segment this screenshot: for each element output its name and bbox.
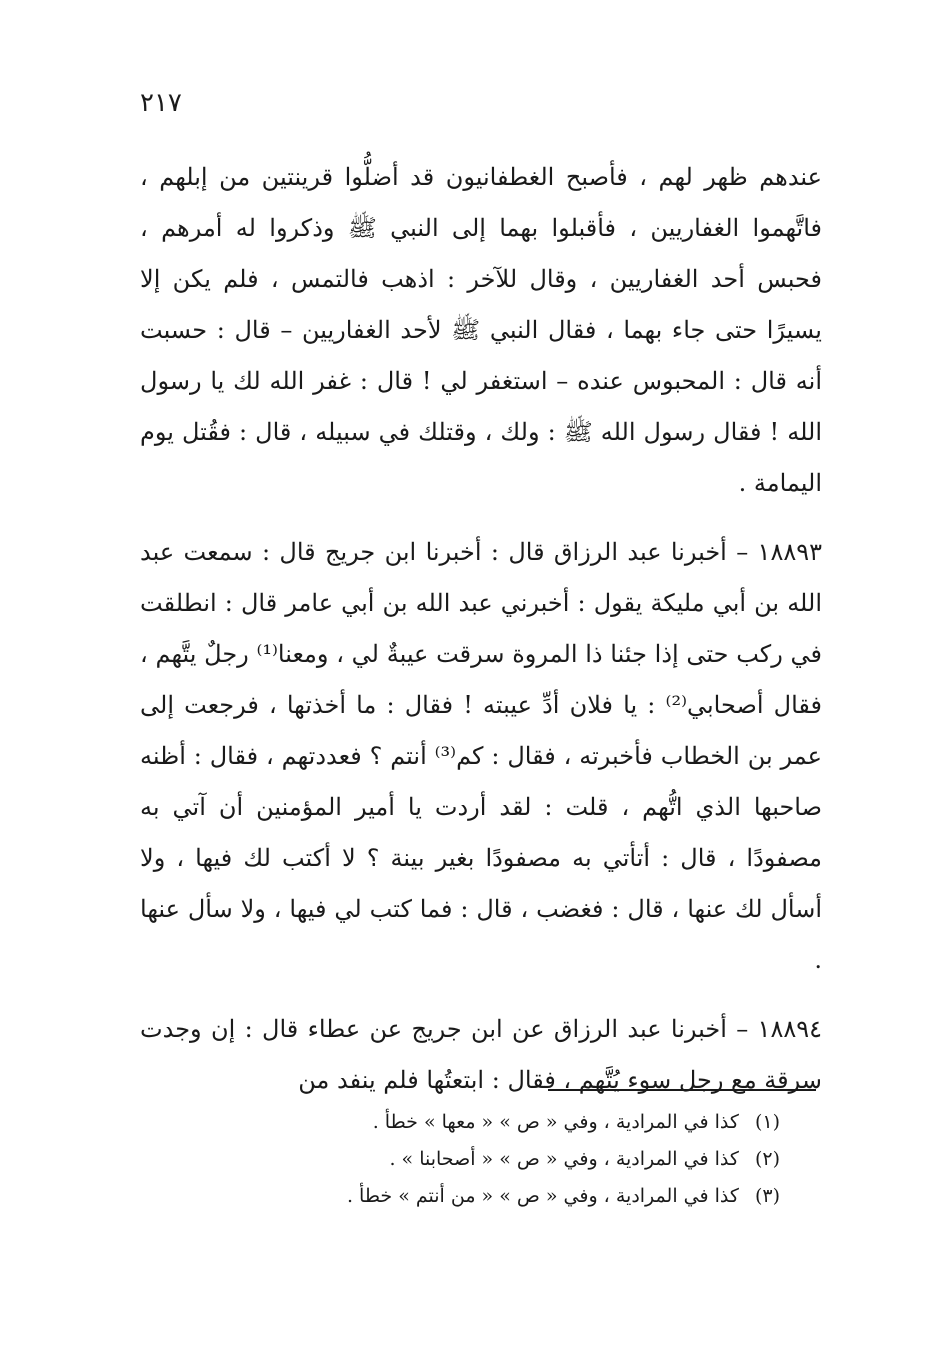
footnote-3 (300, 1178, 780, 1215)
footnote-2 (300, 1141, 780, 1178)
footnote-text: كذا في المرادية ، وفي « ص » « أصحابنا » . (389, 1148, 739, 1170)
main-text-body (140, 152, 822, 1106)
paragraph-hadith-18894: ١٨٨٩٤ – أخبرنا عبد الرزاق عن ابن جريج عن عطاء قال : إن وجدت سرقة مع رجل سوء يُتَّهم ، فقال : ابتعتُها فلم ينفد من (140, 1015, 822, 1094)
page-number: ٢١٧ (140, 88, 182, 118)
footnote-text: كذا في المرادية ، وفي « ص » « من أنتم » خطأ . (346, 1185, 739, 1207)
paragraph-continuation: عندهم ظهر لهم ، فأصبح الغطفانيون قد أضلُّوا قرينتين من إبلهم ، فاتَّهموا الغفاريين ، فأقبلوا بهما إلى النبي ﷺ وذكروا له أمرهم ، فحبس أحد الغفاريين ، وقال للآخر : اذهب فالتمس ، فلم يكن إلا يسيرًا حتى جاء بهما ، فقال النبي ﷺ لأحد الغفاريين – قال : حسبت أنه قال : المحبوس عنده – استغفر لي ! قال : غفر الله لك يا رسول الله ! فقال رسول الله ﷺ : ولك ، وقتلك في سبيله ، قال : فقُتل يوم اليمامة . (140, 163, 822, 497)
footnote-marker: (٢) (754, 1148, 780, 1170)
footnote-marker: (٣) (754, 1185, 780, 1207)
footnote-marker: (١) (754, 1111, 780, 1133)
paragraph-hadith-18893: ١٨٨٩٣ – أخبرنا عبد الرزاق قال : أخبرنا ابن جريج قال : سمعت عبد الله بن أبي مليكة يقول : أخبرني عبد الله بن أبي عامر قال : انطلقت في ركب حتى إذا جئنا ذا المروة سرقت عيبةٌ لي ، ومعنا⁽¹⁾ رجلٌ يتَّهم ، فقال أصحابي⁽²⁾ : يا فلان أدِّ عيبته ! فقال : ما أخذتها ، فرجعت إلى عمر بن الخطاب فأخبرته ، فقال : كم⁽³⁾ أنتم ؟ فعددتهم ، فقال : أظنه صاحبها الذي اتُّهم ، قلت : لقد أردت يا أمير المؤمنين أن آتي به مصفودًا ، قال : أتأتي به مصفودًا بغير بينة ؟ لا أكتب لك فيها ، ولا أسأل لك عنها ، قال : فغضب ، قال : فما كتب لي فيها ، ولا سأل عنها . (140, 538, 823, 974)
footnote-1 (300, 1104, 780, 1141)
footnote-separator (548, 1089, 816, 1091)
footnote-text: كذا في المرادية ، وفي « ص » « معها » خطأ . (372, 1111, 739, 1133)
footnotes (300, 1104, 780, 1215)
